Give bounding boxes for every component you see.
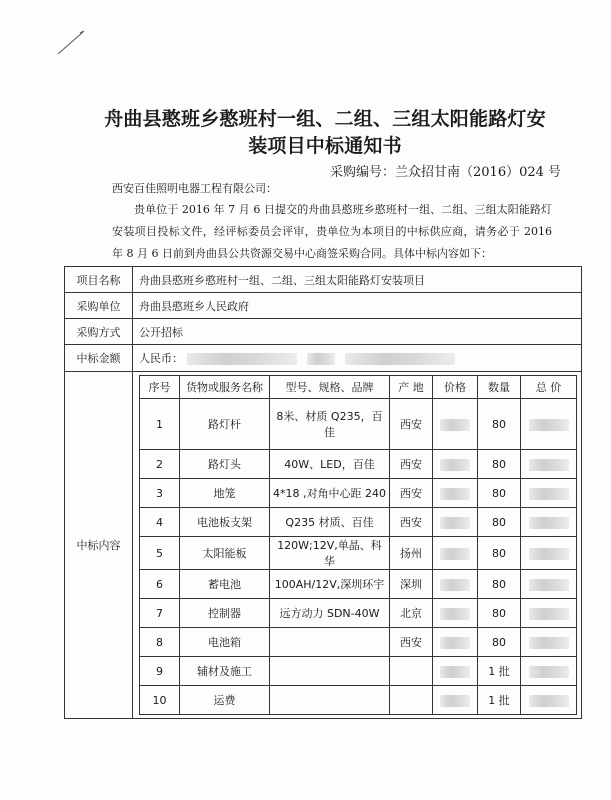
row-no: 10 xyxy=(140,686,180,715)
row-qty: 80 xyxy=(478,479,521,508)
row-total xyxy=(521,628,577,657)
row-price xyxy=(433,599,478,628)
row-spec: 40W、LED，百佳 xyxy=(270,450,390,479)
table-row xyxy=(140,450,577,479)
project-name-value: 舟曲县憨班乡憨班村一组、二组、三组太阳能路灯安装项目 xyxy=(133,267,582,293)
table-row xyxy=(140,508,577,537)
row-origin: 扬州 xyxy=(390,537,433,570)
row-origin xyxy=(390,686,433,715)
row-price xyxy=(433,399,478,450)
redacted-value xyxy=(529,637,569,649)
row-spec: 4*18 ,对角中心距 240 xyxy=(270,479,390,508)
method-label: 采购方式 xyxy=(65,319,133,345)
redacted-value xyxy=(529,459,569,471)
project-name-label: 项目名称 xyxy=(65,267,133,293)
table-row xyxy=(140,628,577,657)
redacted-value xyxy=(440,579,470,591)
row-price xyxy=(433,628,478,657)
redacted-value xyxy=(529,579,569,591)
redacted-value xyxy=(529,548,569,560)
row-origin xyxy=(390,657,433,686)
redacted-value xyxy=(529,419,569,431)
row-total xyxy=(521,570,577,599)
redacted-value xyxy=(440,666,470,678)
row-no: 8 xyxy=(140,628,180,657)
row-name: 蓄电池 xyxy=(180,570,270,599)
row-no: 6 xyxy=(140,570,180,599)
procurement-number: 采购编号：兰众招甘南（2016）024 号 xyxy=(330,165,562,180)
content-label: 中标内容 xyxy=(65,372,133,719)
row-spec: 远方动力 SDN-40W xyxy=(270,599,390,628)
table-row xyxy=(140,570,577,599)
letter-body: 贵单位于 2016 年 7 月 6 日提交的舟曲县憨班乡憨班村一组、二组、三组太阳能路灯安装项目投标文件，经评标委员会评审，贵单位为本项目的中标供应商，请务必于 2016 年 8 月 6 日前到舟曲县公共资源交易中心商签采购合同。具体中标内容如下： xyxy=(112,203,552,260)
row-price xyxy=(433,570,478,599)
row-price xyxy=(433,657,478,686)
row-name: 地笼 xyxy=(180,479,270,508)
items-header-row xyxy=(140,376,577,399)
redacted-value xyxy=(529,608,569,620)
row-spec: 120W;12V,单晶、科华 xyxy=(270,537,390,570)
redacted-value xyxy=(440,419,470,431)
row-name: 路灯杆 xyxy=(180,399,270,450)
redacted-value xyxy=(440,488,470,500)
redacted-amount xyxy=(187,353,297,365)
row-name: 太阳能板 xyxy=(180,537,270,570)
redacted-amount xyxy=(307,353,335,365)
row-no: 9 xyxy=(140,657,180,686)
redacted-value xyxy=(529,488,569,500)
header-origin: 产 地 xyxy=(390,376,433,399)
row-spec: 8米、材质 Q235，百佳 xyxy=(270,399,390,450)
row-price xyxy=(433,479,478,508)
header-name: 货物或服务名称 xyxy=(180,376,270,399)
header-qty: 数量 xyxy=(478,376,521,399)
amount-cell xyxy=(133,345,582,372)
row-qty: 80 xyxy=(478,628,521,657)
row-no: 1 xyxy=(140,399,180,450)
amount-prefix: 人民币： xyxy=(139,352,183,365)
redacted-value xyxy=(440,459,470,471)
row-qty: 80 xyxy=(478,537,521,570)
row-qty: 80 xyxy=(478,570,521,599)
row-origin: 西安 xyxy=(390,479,433,508)
row-name: 电池板支架 xyxy=(180,508,270,537)
row-origin: 西安 xyxy=(390,628,433,657)
row-qty: 80 xyxy=(478,508,521,537)
addressee: 西安百佳照明电器工程有限公司： xyxy=(112,182,277,195)
row-total xyxy=(521,508,577,537)
header-spec: 型号、规格、品牌 xyxy=(270,376,390,399)
row-no: 4 xyxy=(140,508,180,537)
table-row xyxy=(140,599,577,628)
items-table xyxy=(139,375,577,715)
row-spec: Q235 材质、百佳 xyxy=(270,508,390,537)
row-total xyxy=(521,450,577,479)
row-price xyxy=(433,686,478,715)
header-no: 序号 xyxy=(140,376,180,399)
redacted-value xyxy=(440,608,470,620)
row-spec xyxy=(270,628,390,657)
row-total xyxy=(521,537,577,570)
pen-stroke-mark xyxy=(56,30,86,56)
row-total xyxy=(521,686,577,715)
row-qty: 1 批 xyxy=(478,657,521,686)
row-price xyxy=(433,537,478,570)
row-no: 5 xyxy=(140,537,180,570)
table-row xyxy=(140,479,577,508)
row-name: 辅材及施工 xyxy=(180,657,270,686)
redacted-value xyxy=(440,517,470,529)
row-total xyxy=(521,479,577,508)
row-name: 路灯头 xyxy=(180,450,270,479)
redacted-value xyxy=(529,695,569,707)
row-origin: 西安 xyxy=(390,450,433,479)
row-qty: 80 xyxy=(478,599,521,628)
row-total xyxy=(521,599,577,628)
content-cell xyxy=(133,372,582,719)
redacted-value xyxy=(529,666,569,678)
row-name: 电池箱 xyxy=(180,628,270,657)
row-origin: 西安 xyxy=(390,508,433,537)
row-qty: 1 批 xyxy=(478,686,521,715)
row-price xyxy=(433,508,478,537)
row-spec xyxy=(270,657,390,686)
table-row xyxy=(140,686,577,715)
purchaser-label: 采购单位 xyxy=(65,293,133,319)
row-no: 2 xyxy=(140,450,180,479)
row-origin: 深圳 xyxy=(390,570,433,599)
amount-label: 中标金额 xyxy=(65,345,133,372)
method-value: 公开招标 xyxy=(133,319,582,345)
redacted-amount xyxy=(345,353,455,365)
row-no: 7 xyxy=(140,599,180,628)
table-row xyxy=(140,399,577,450)
row-name: 控制器 xyxy=(180,599,270,628)
table-row xyxy=(140,537,577,570)
header-total: 总 价 xyxy=(521,376,577,399)
header-price: 价格 xyxy=(433,376,478,399)
row-qty: 80 xyxy=(478,399,521,450)
purchaser-value: 舟曲县憨班乡人民政府 xyxy=(133,293,582,319)
redacted-value xyxy=(440,637,470,649)
row-total xyxy=(521,657,577,686)
redacted-value xyxy=(529,517,569,529)
row-origin: 西安 xyxy=(390,399,433,450)
row-spec xyxy=(270,686,390,715)
row-total xyxy=(521,399,577,450)
row-qty: 80 xyxy=(478,450,521,479)
row-spec: 100AH/12V,深圳环宇 xyxy=(270,570,390,599)
redacted-value xyxy=(440,695,470,707)
award-table xyxy=(64,266,582,719)
row-name: 运费 xyxy=(180,686,270,715)
table-row xyxy=(140,657,577,686)
redacted-value xyxy=(440,548,470,560)
row-no: 3 xyxy=(140,479,180,508)
row-price xyxy=(433,450,478,479)
row-origin: 北京 xyxy=(390,599,433,628)
document-title: 舟曲县憨班乡憨班村一组、二组、三组太阳能路灯安装项目中标通知书 xyxy=(104,108,546,157)
